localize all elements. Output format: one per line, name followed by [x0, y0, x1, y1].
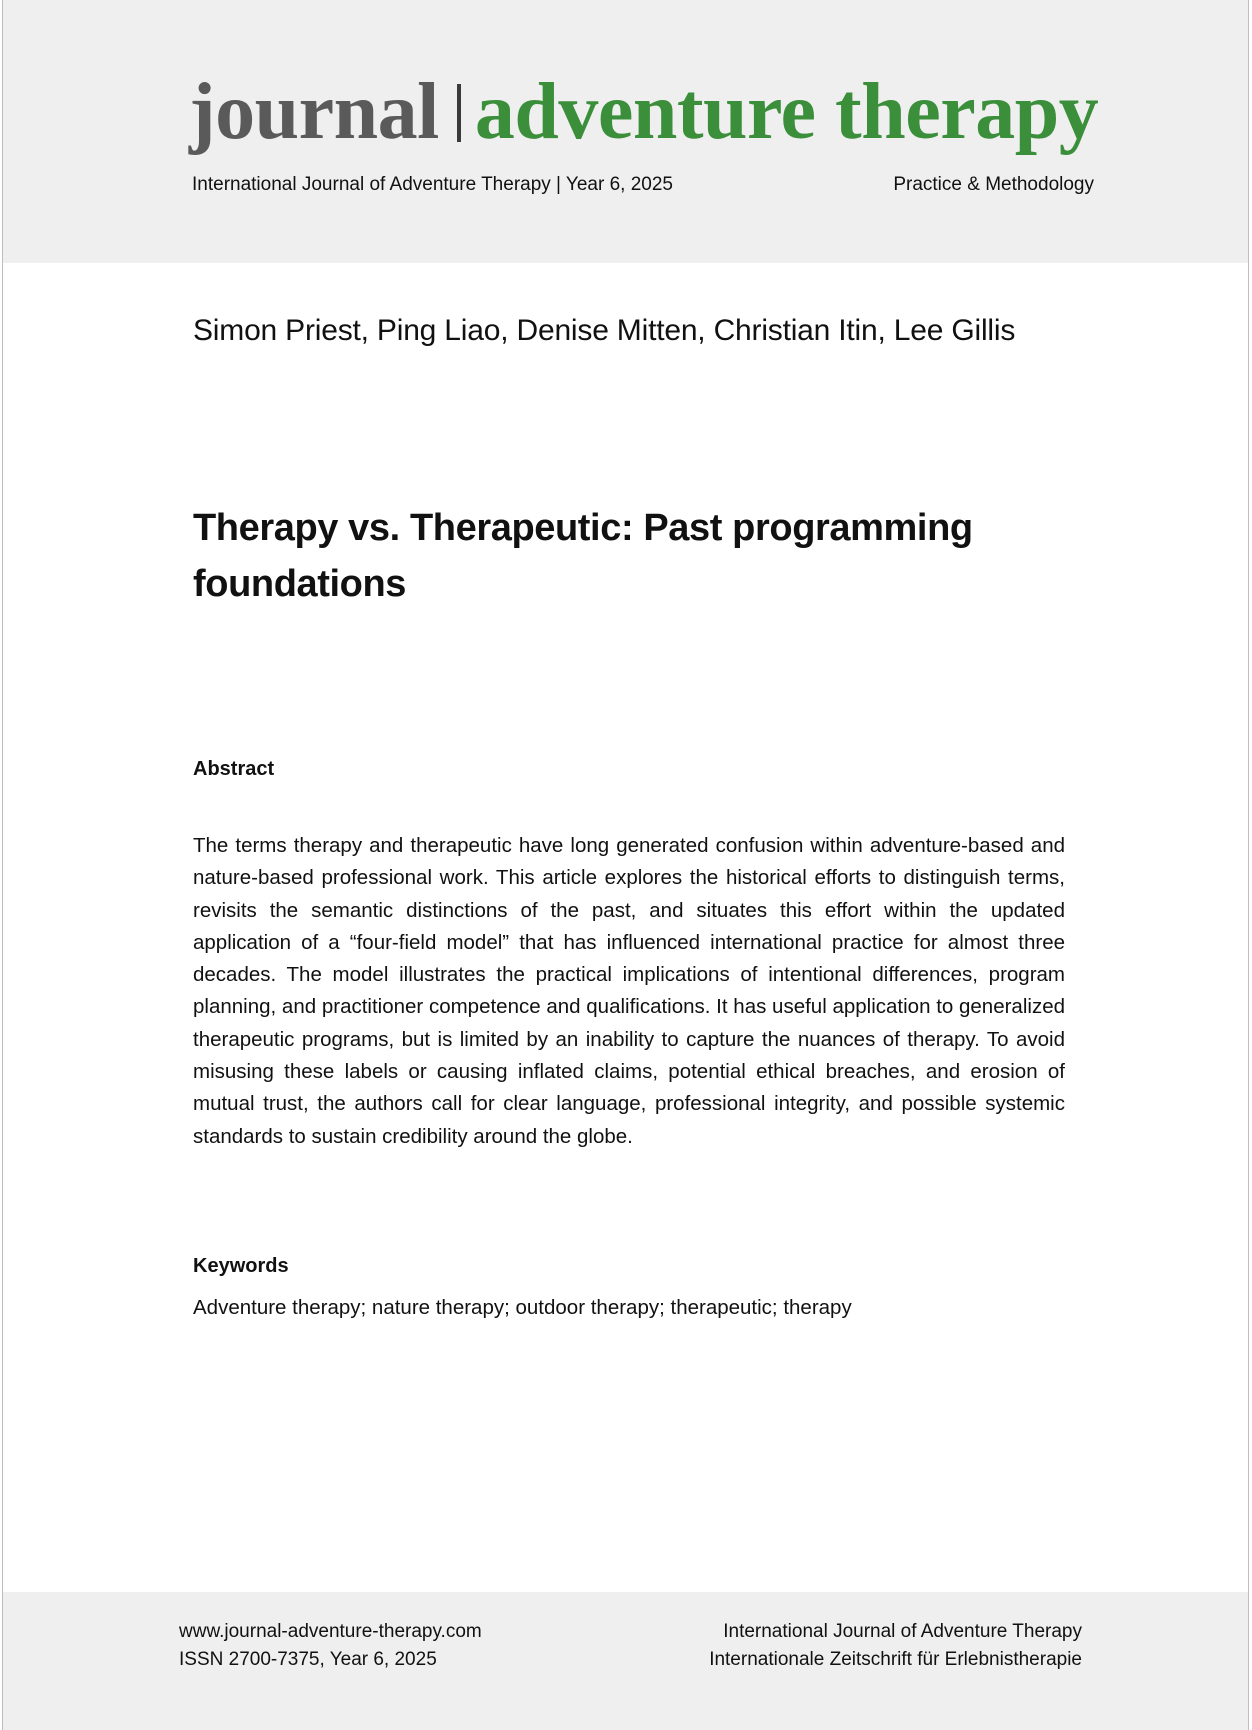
journal-name-german: Internationale Zeitschrift für Erlebnistherapie [709, 1649, 1082, 1670]
journal-header [3, 0, 1248, 263]
article-authors: Simon Priest, Ping Liao, Denise Mitten, Christian Itin, Lee Gillis [193, 314, 1016, 347]
journal-issue-info: International Journal of Adventure Therapy | Year 6, 2025 [192, 174, 673, 195]
footer-right-block [709, 1618, 1082, 1674]
article-title: Therapy vs. Therapeutic: Past programming foundations [193, 507, 973, 605]
journal-logo [189, 68, 1099, 156]
article-section-label: Practice & Methodology [893, 174, 1094, 195]
logo-separator-bar [457, 84, 461, 142]
abstract-text: The terms therapy and therapeutic have long generated confusion within adventure-based and nature-based professional work. This article explores the historical efforts to distinguish terms, revisits the semantic distinctions of the past, and situates this effort within the updated application of a “four-field model” that has influenced international practice for almost three decades. The model illustrates the practical implications of intentional differences, program planning, and practitioner competence and qualifications. It has useful application to generalized therapeutic programs, but is limited by an inability to capture the nuances of therapy. To avoid misusing these labels or causing inflated claims, potential ethical breaches, and erosion of mutual trust, the authors call for clear language, professional integrity, and possible systemic standards to sustain credibility around the globe. [193, 834, 1065, 1148]
logo-word-adventure-therapy: adventure therapy [474, 68, 1099, 156]
page-footer [3, 1592, 1248, 1730]
keywords-list: Adventure therapy; nature therapy; outdoor therapy; therapeutic; therapy [193, 1296, 852, 1319]
logo-word-journal: journal [189, 68, 439, 156]
document-page [2, 0, 1249, 1730]
abstract-heading: Abstract [193, 758, 275, 780]
journal-name-english: International Journal of Adventure Therapy [723, 1621, 1082, 1642]
footer-left-block [179, 1618, 482, 1674]
journal-website-link[interactable]: www.journal-adventure-therapy.com [179, 1621, 482, 1642]
issn-info: ISSN 2700-7375, Year 6, 2025 [179, 1649, 437, 1670]
keywords-heading: Keywords [193, 1255, 289, 1277]
